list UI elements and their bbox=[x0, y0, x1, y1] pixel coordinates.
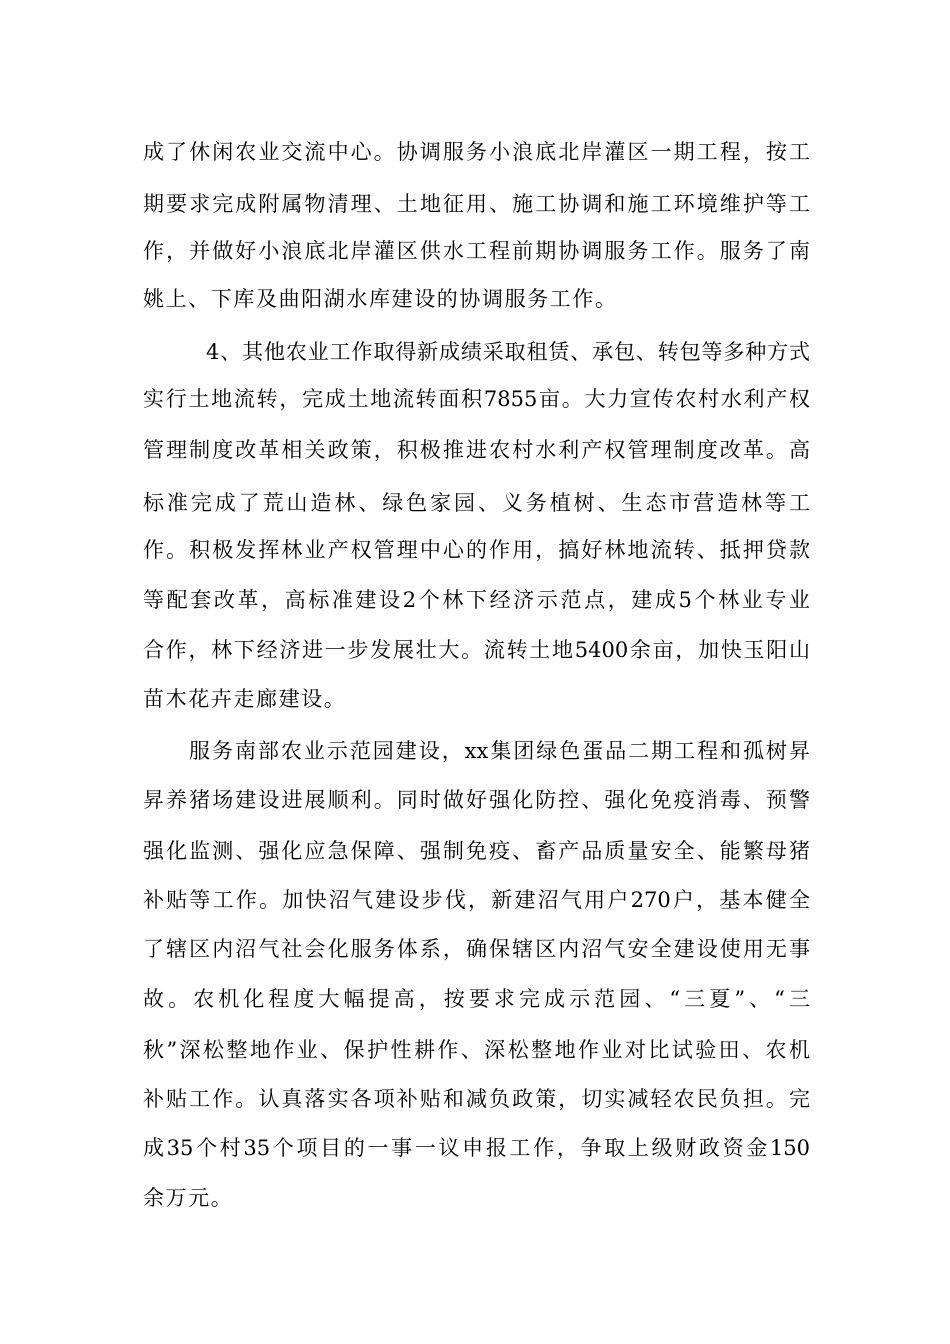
paragraph-3-line-10: 余万元。 bbox=[143, 1186, 234, 1210]
paragraph-3-line-8: 补贴工作。认真落实各项补贴和减负政策，切实减轻农民负担。完 bbox=[143, 1087, 810, 1111]
paragraph-3-line-6: 故。农机化程度大幅提高，按要求完成示范园、“三夏”、“三 bbox=[143, 987, 810, 1011]
paragraph-3-line-2: 昇养猪场建设进展顺利。同时做好强化防控、强化免疫消毒、预警 bbox=[143, 788, 810, 812]
paragraph-1-line-3: 作，并做好小浪底北岸灌区供水工程前期协调服务工作。服务了南 bbox=[143, 239, 810, 263]
paragraph-2-line-7: 合作，林下经济进一步发展壮大。流转土地5400余亩，加快玉阳山 bbox=[143, 638, 810, 662]
paragraph-3-line-1: 服务南部农业示范园建设，xx集团绿色蛋品二期工程和孤树昇 bbox=[189, 739, 810, 763]
paragraph-3-line-9: 成35个村35个项目的一事一议申报工作，争取上级财政资金150 bbox=[143, 1136, 810, 1160]
paragraph-2-line-5: 作。积极发挥林业产权管理中心的作用，搞好林地流转、抵押贷款 bbox=[143, 538, 810, 562]
paragraph-2-line-2: 实行土地流转，完成土地流转面积7855亩。大力宣传农村水利产权 bbox=[143, 387, 810, 411]
paragraph-1-line-1: 成了休闲农业交流中心。协调服务小浪底北岸灌区一期工程，按工 bbox=[143, 140, 810, 164]
paragraph-1-line-2: 期要求完成附属物清理、土地征用、施工协调和施工环境维护等工 bbox=[143, 192, 810, 216]
paragraph-2-line-4: 标准完成了荒山造林、绿色家园、义务植树、生态市营造林等工 bbox=[143, 491, 810, 515]
paragraph-2-line-6: 等配套改革，高标准建设2个林下经济示范点，建成5个林业专业 bbox=[143, 588, 810, 612]
paragraph-1-line-4: 姚上、下库及曲阳湖水库建设的协调服务工作。 bbox=[143, 287, 618, 311]
paragraph-2-line-3: 管理制度改革相关政策，积极推进农村水利产权管理制度改革。高 bbox=[143, 438, 810, 462]
paragraph-3-line-5: 了辖区内沼气社会化服务体系，确保辖区内沼气安全建设使用无事 bbox=[143, 937, 810, 961]
paragraph-2-line-1: 4、其他农业工作取得新成绩采取租赁、承包、转包等多种方式 bbox=[206, 340, 810, 364]
paragraph-3-line-7: 秋”深松整地作业、保护性耕作、深松整地作业对比试验田、农机 bbox=[143, 1038, 810, 1062]
paragraph-3-line-4: 补贴等工作。加快沼气建设步伐，新建沼气用户270户，基本健全 bbox=[143, 888, 810, 912]
paragraph-2-line-8: 苗木花卉走廊建设。 bbox=[143, 687, 347, 711]
paragraph-3-line-3: 强化监测、强化应急保障、强制免疫、畜产品质量安全、能繁母猪 bbox=[143, 839, 810, 863]
